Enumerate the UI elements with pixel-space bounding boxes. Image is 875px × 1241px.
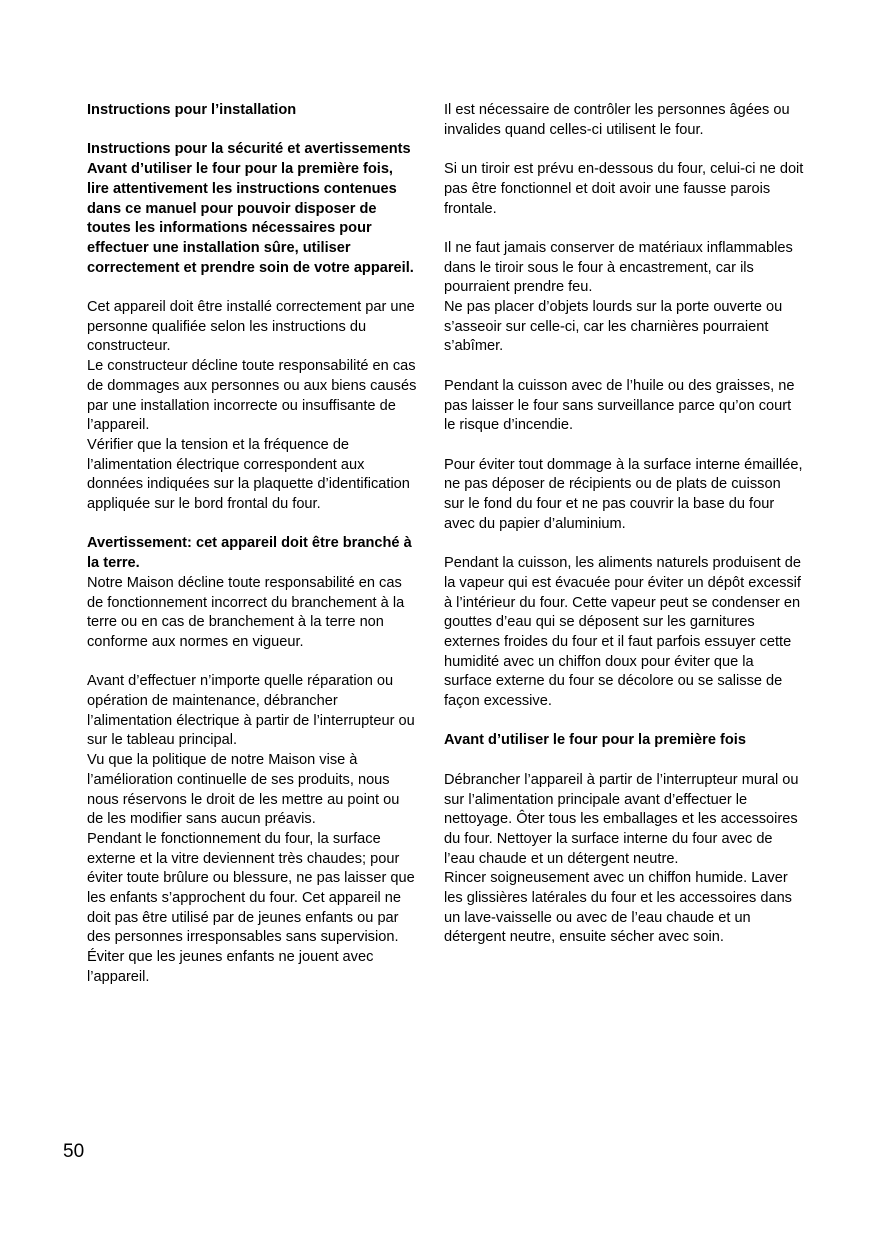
steam-paragraph: Pendant la cuisson, les aliments naturels produisent de la vapeur qui est évacuée pour éviter un dépôt excessif à l’intérieur du four. Cette vapeur peut se condenser en gouttes d’eau qui se déposent sur les garnitures externes froides du four et il faut parfois essuyer cette humidité avec un chiffon doux pour éviter que la surface externe du four se décolore ou se salisse de façon excessive. [444, 555, 801, 710]
left-column [87, 101, 417, 988]
cleaning-paragraph: Débrancher l’appareil à partir de l’interrupteur mural ou sur l’alimentation principale avant d’effectuer le nettoyage. Ôter tous les emballages et les accessoires du four. Nettoyer la surface interne du four avec de l’eau chaude et un détergent neutre. [444, 771, 799, 867]
safety-heading: Instructions pour la sécurité et avertissements [87, 141, 411, 158]
door-paragraph: Ne pas placer d’objets lourds sur la porte ouverte ou s’asseoir sur celle-ci, car les charnières pourraient s’abîmer. [444, 299, 783, 355]
earthing-paragraph: Notre Maison décline toute responsabilité en cas de fonctionnement incorrect du branchement à la terre ou en cas de branchement à la terre non conforme aux normes en vigueur. [87, 574, 405, 650]
rinse-paragraph: Rincer soigneusement avec un chiffon humide. Laver les glissières latérales du four et les accessoires dans un lave-vaisselle ou avec de l’eau chaude et un détergent neutre, ensuite sécher avec soin. [444, 870, 792, 946]
elderly-paragraph: Il est nécessaire de contrôler les personnes âgées ou invalides quand celles-ci utilisent le four. [444, 102, 790, 138]
enamel-paragraph: Pour éviter tout dommage à la surface interne émaillée, ne pas déposer de récipients ou de plats de cuisson sur le fond du four et ne pas couvrir la base du four avec du papier d’aluminium. [444, 456, 803, 532]
policy-paragraph: Vu que la politique de notre Maison vise à l’amélioration continuelle de ses produits, nous nous réservons le droit de les mettre au point ou de les modifier sans aucun préavis. [87, 752, 400, 828]
earthing-warning: Avertissement: cet appareil doit être branché à la terre. [87, 535, 412, 572]
page-number: 50 [63, 1141, 85, 1162]
maintenance-paragraph: Avant d’effectuer n’importe quelle réparation ou opération de maintenance, débrancher l’alimentation électrique à partir de l’interrupteur ou sur le tableau principal. [87, 673, 415, 749]
drawer-paragraph: Si un tiroir est prévu en-dessous du four, celui-ci ne doit pas être fonctionnel et doit avoir une fausse parois frontale. [444, 161, 804, 217]
children-paragraph: Pendant le fonctionnement du four, la surface externe et la vitre deviennent très chaudes; pour éviter toute brûlure ou blessure, ne pas laisser que les enfants s’approchent du four. Cet appareil ne doit pas être utilisé par de jeunes enfants ou par des personnes irresponsables sans supervision. [87, 830, 415, 946]
flammable-paragraph: Il ne faut jamais conserver de matériaux inflammables dans le tiroir sous le four à encastrement, car ils pourraient prendre feu. [444, 239, 793, 296]
oil-paragraph: Pendant la cuisson avec de l’huile ou des graisses, ne pas laisser le four sans surveillance parce qu’on court le risque d’incendie. [444, 377, 795, 434]
children-play-paragraph: Éviter que les jeunes enfants ne jouent avec l’appareil. [87, 949, 374, 985]
liability-paragraph: Le constructeur décline toute responsabilité en cas de dommages aux personnes ou aux biens causés par une installation incorrecte ou insuffisante de l’appareil. [87, 358, 417, 434]
installation-heading: Instructions pour l’installation [87, 102, 297, 118]
voltage-paragraph: Vérifier que la tension et la fréquence de l’alimentation électrique correspondent aux données indiquées sur la plaquette d’identification appliquée sur le bord frontal du four. [87, 436, 410, 513]
first-use-heading: Avant d’utiliser le four pour la première fois [444, 732, 746, 749]
intro-warning: Avant d’utiliser le four pour la première fois, lire attentivement les instructions contenues dans ce manuel pour pouvoir disposer de toutes les informations nécessaires pour effectuer une installation sûre, utiliser correctement et prendre soin de votre appareil. [87, 161, 414, 276]
right-column [444, 101, 804, 948]
installation-paragraph: Cet appareil doit être installé correctement par une personne qualifiée selon les instructions du constructeur. [87, 299, 415, 355]
